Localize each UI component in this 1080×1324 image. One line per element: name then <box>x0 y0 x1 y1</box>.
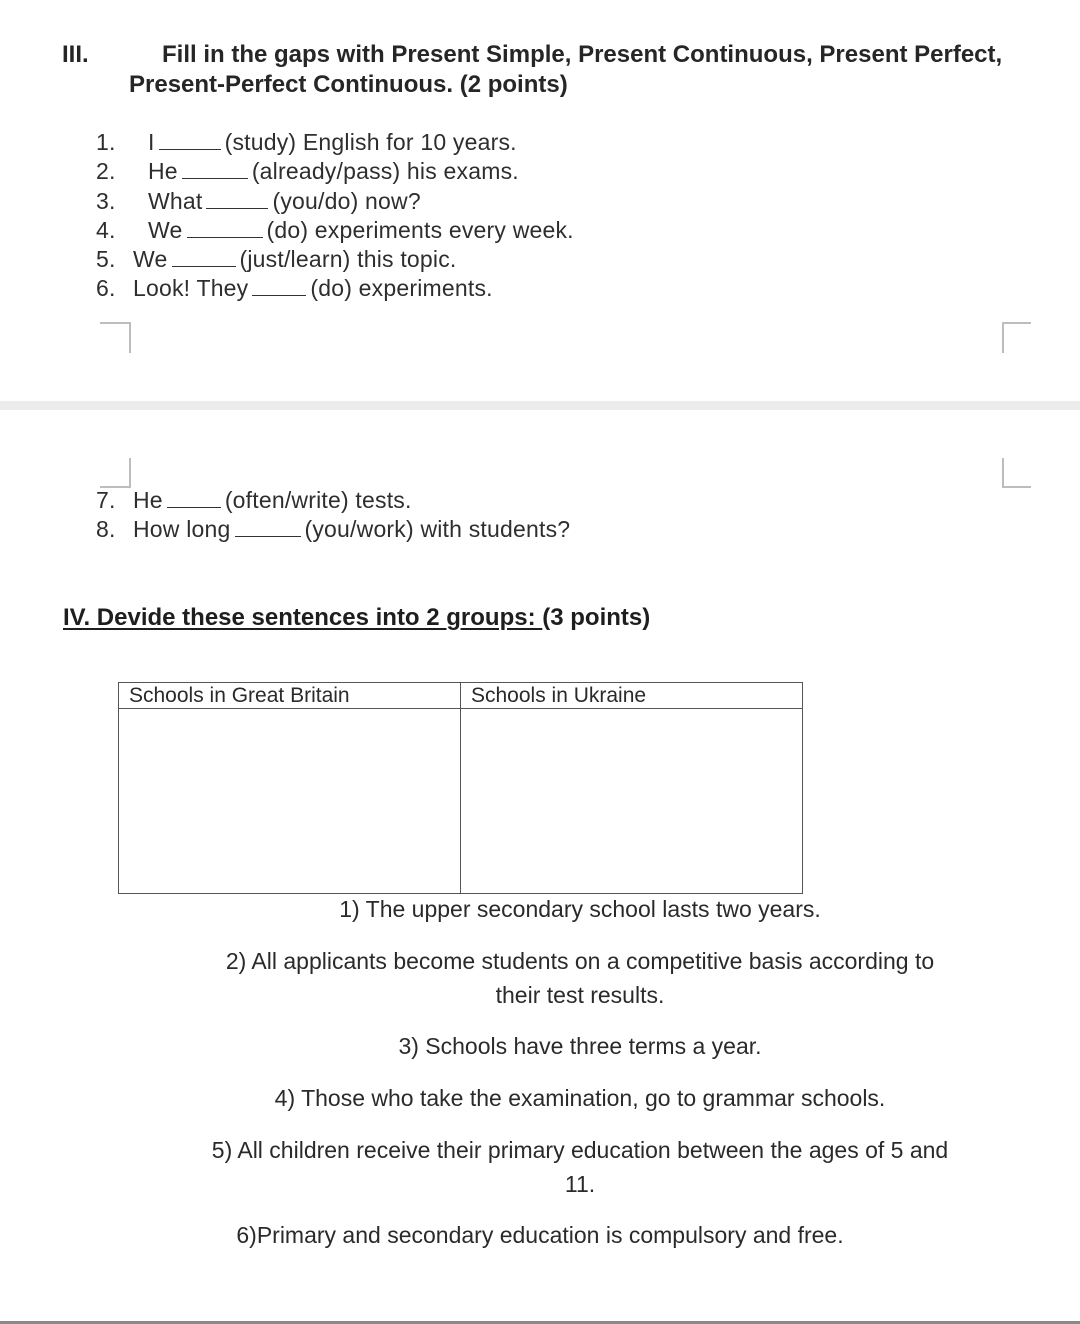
item-number: 8. <box>96 516 116 542</box>
page-corner-mark-top-right <box>1002 322 1031 353</box>
section-4-heading <box>63 604 650 632</box>
sentence-3 <box>0 1029 1080 1063</box>
section-3-title-line2: Present-Perfect Continuous. (2 points) <box>129 71 568 98</box>
sentence-4 <box>0 1081 1080 1115</box>
item-prompt: (just/learn) this topic. <box>239 246 457 272</box>
page-corner-mark-top-left <box>100 322 131 353</box>
item-prompt: (do) experiments. <box>310 275 493 301</box>
sentence-text: 4) Those who take the examination, go to grammar schools. <box>274 1085 886 1111</box>
item-number: 7. <box>96 487 116 513</box>
item-subject: I <box>148 129 155 155</box>
section-3-title-line1: Fill in the gaps with Present Simple, Present Continuous, Present Perfect, <box>162 41 1003 68</box>
answer-blank[interactable] <box>182 160 248 179</box>
grouping-table <box>118 682 803 894</box>
sentence-1 <box>0 892 1080 926</box>
item-prompt: (do) experiments every week. <box>266 217 574 243</box>
sentence-text: 2) All applicants become students on a competitive basis according to <box>225 948 935 974</box>
item-number: 3. <box>96 188 116 214</box>
item-prompt: (you/work) with students? <box>304 516 571 542</box>
answer-blank[interactable] <box>252 277 306 296</box>
answer-blank[interactable] <box>159 131 221 150</box>
section-4-title: IV. Devide these sentences into 2 groups: <box>63 604 543 631</box>
exercise-item-2 <box>96 158 519 185</box>
table-header-row <box>119 683 803 709</box>
item-number: 1. <box>96 129 116 155</box>
item-number: 4. <box>96 217 116 243</box>
item-number: 6. <box>96 275 116 301</box>
item-subject: What <box>148 188 203 214</box>
answer-blank[interactable] <box>167 489 221 508</box>
answer-blank[interactable] <box>206 190 268 209</box>
sentence-text: 3) Schools have three terms a year. <box>398 1033 762 1059</box>
exercise-item-1 <box>96 129 517 156</box>
cell-ukraine[interactable] <box>461 709 803 894</box>
item-subject: Look! They <box>133 275 249 301</box>
item-prompt: (often/write) tests. <box>224 487 412 513</box>
sentence-text: 5) All children receive their primary education between the ages of 5 and <box>211 1137 949 1163</box>
exercise-item-5 <box>96 246 457 273</box>
page-corner-mark-bottom-left <box>100 458 131 488</box>
item-subject: We <box>148 217 183 243</box>
exercise-item-7 <box>96 487 412 514</box>
sentence-text-continued: 11. <box>564 1171 596 1197</box>
column-header-great-britain: Schools in Great Britain <box>119 683 461 709</box>
sentence-2 <box>0 944 1080 1012</box>
item-subject: He <box>148 158 178 184</box>
sentence-text: 1) The upper secondary school lasts two years. <box>339 896 821 922</box>
item-subject: We <box>133 246 168 272</box>
item-subject: He <box>133 487 163 513</box>
page-break-divider <box>0 401 1080 410</box>
sentence-text: 6)Primary and secondary education is compulsory and free. <box>236 1222 844 1248</box>
table-row <box>119 709 803 894</box>
item-prompt: (study) English for 10 years. <box>224 129 517 155</box>
section-4-points: (3 points) <box>542 604 651 631</box>
answer-blank[interactable] <box>172 248 236 267</box>
item-number: 2. <box>96 158 116 184</box>
exercise-item-3 <box>96 188 421 215</box>
item-subject: How long <box>133 516 231 542</box>
exercise-item-4 <box>96 217 574 244</box>
sentence-6 <box>0 1218 1080 1252</box>
item-prompt: (you/do) now? <box>272 188 421 214</box>
item-prompt: (already/pass) his exams. <box>251 158 519 184</box>
exercise-item-6 <box>96 275 493 302</box>
answer-blank[interactable] <box>187 219 263 238</box>
answer-blank[interactable] <box>235 518 301 537</box>
item-number: 5. <box>96 246 116 272</box>
sentence-5 <box>0 1133 1080 1201</box>
page-corner-mark-bottom-right <box>1002 458 1031 488</box>
sentence-text-continued: their test results. <box>495 982 665 1008</box>
column-header-ukraine: Schools in Ukraine <box>461 683 803 709</box>
exercise-item-8 <box>96 516 570 543</box>
section-3-number: III. <box>62 41 89 68</box>
cell-great-britain[interactable] <box>119 709 461 894</box>
